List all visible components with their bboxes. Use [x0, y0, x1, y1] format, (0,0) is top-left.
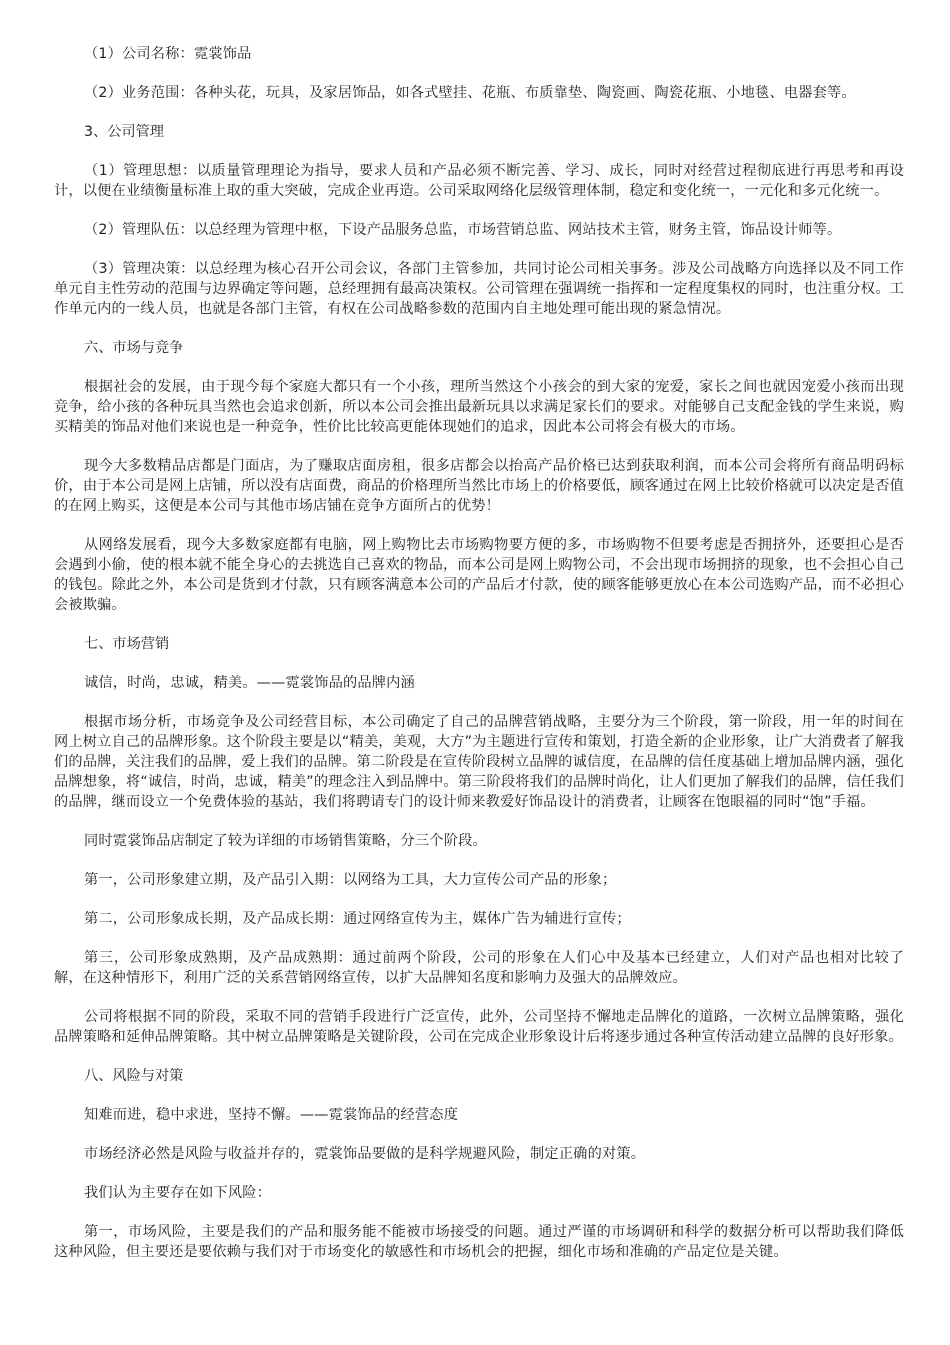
business-scope-paragraph: （2）业务范围：各种头花，玩具，及家居饰品，如各式壁挂、花瓶、布质靠垫、陶瓷画、陶瓷花瓶、小地毯、电器套等。	[84, 85, 856, 101]
stage-two-paragraph: 第二，公司形象成长期，及产品成长期：通过网络宣传为主，媒体广告为辅进行宣传；	[84, 911, 631, 927]
section-heading-market-competition: 六、市场与竞争	[84, 340, 184, 356]
branding-approach-paragraph: 公司将根据不同的阶段，采取不同的营销手段进行广泛宣传，此外，公司坚持不懈地走品牌化的道路，一次树立品牌策略，强化品牌策略和延伸品牌策略。其中树立品牌策略是关键阶段，公司在完成企业形象设计后将逐步通过各种宣传活动建立品牌的良好形象。	[54, 1009, 904, 1045]
market-paragraph-2: 现今大多数精品店都是门面店，为了赚取店面房租，很多店都会以抬高产品价格已达到获取利润，而本公司会将所有商品明码标价，由于本公司是网上店铺，所以没有店面费，商品的价格理所当然比市场上的价格要低，顾客通过在网上比较价格就可以决定是否值的在网上购买，这便是本公司与其他市场店铺在竞争方面所占的优势！	[54, 458, 904, 514]
market-risk-paragraph: 第一，市场风险，主要是我们的产品和服务能不能被市场接受的问题。通过严谨的市场调研和科学的数据分析可以帮助我们降低这种风险，但主要还是要依赖与我们对于市场变化的敏感性和市场机会的把握，细化市场和准确的产品定位是关键。	[54, 1224, 904, 1260]
management-team-paragraph: （2）管理队伍：以总经理为管理中枢，下设产品服务总监，市场营销总监、网站技术主管，财务主管，饰品设计师等。	[84, 222, 842, 238]
business-attitude-paragraph: 知难而进，稳中求进，坚持不懈。——霓裳饰品的经营态度	[84, 1107, 459, 1123]
brand-strategy-paragraph: 根据市场分析，市场竞争及公司经营目标，本公司确定了自己的品牌营销战略，主要分为三个阶段，第一阶段，用一年的时间在网上树立自己的品牌形象。这个阶段主要是以“精美，美观，大方”为主题进行宣传和策划，打造全新的企业形象，让广大消费者了解我们的品牌，关注我们的品牌，爱上我们的品牌。第二阶段是在宣传阶段树立品牌的诚信度，在品牌的信任度基础上增加品牌内涵，强化品牌想象，将“诚信，时尚，忠诚，精美”的理念注入到品牌中。第三阶段将我们的品牌时尚化，让人们更加了解我们的品牌，信任我们的品牌，继而设立一个免费体验的基站，我们将聘请专门的设计师来教爱好饰品设计的消费者，让顾客在饱眼福的同时“饱”手福。	[54, 714, 904, 810]
stage-one-paragraph: 第一，公司形象建立期，及产品引入期：以网络为工具，大力宣传公司产品的形象；	[84, 872, 617, 888]
company-name-paragraph: （1）公司名称：霓裳饰品	[84, 46, 252, 62]
sales-strategy-intro-paragraph: 同时霓裳饰品店制定了较为详细的市场销售策略，分三个阶段。	[84, 833, 487, 849]
market-paragraph-3: 从网络发展看，现今大多数家庭都有电脑，网上购物比去市场购物要方便的多，市场购物不但要考虑是否拥挤外，还要担心是否会遇到小偷，使的根本就不能全身心的去挑选自己喜欢的物品，而本公司是网上购物公司，不会出现市场拥挤的现象，也不会担心自己的钱包。除此之外，本公司是货到才付款，只有顾客满意本公司的产品后才付款，使的顾客能够更放心在本公司选购产品，而不必担心会被欺骗。	[54, 537, 904, 613]
market-paragraph-1: 根据社会的发展，由于现今每个家庭大都只有一个小孩，理所当然这个小孩会的到大家的宠爱，家长之间也就因宠爱小孩而出现竞争，给小孩的各种玩具当然也会追求创新，所以本公司会推出最新玩具以求满足家长们的要求。对能够自己支配金钱的学生来说，购买精美的饰品对他们来说也是一种竞争，性价比比较高更能体现她们的追求，因此本公司将会有极大的市场。	[54, 379, 904, 435]
risk-list-intro-paragraph: 我们认为主要存在如下风险：	[84, 1185, 272, 1201]
management-decision-paragraph: （3）管理决策：以总经理为核心召开公司会议，各部门主管参加，共同讨论公司相关事务。涉及公司战略方向选择以及不同工作单元自主性劳动的范围与边界确定等问题，总经理拥有最高决策权。公司管理在强调统一指挥和一定程度集权的同时，也注重分权。工作单元内的一线人员，也就是各部门主管，有权在公司战略参数的范围内自主地处理可能出现的紧急情况。	[54, 261, 904, 317]
risk-intro-paragraph: 市场经济必然是风险与收益并存的，霓裳饰品要做的是科学规避风险，制定正确的对策。	[84, 1146, 646, 1162]
brand-motto-paragraph: 诚信，时尚，忠诚，精美。——霓裳饰品的品牌内涵	[84, 675, 415, 691]
section-heading-company-management: 3、公司管理	[84, 124, 164, 140]
stage-three-paragraph: 第三，公司形象成熟期，及产品成熟期：通过前两个阶段，公司的形象在人们心中及基本已经建立，人们对产品也相对比较了解，在这种情形下，利用广泛的关系营销网络宣传，以扩大品牌知名度和影响力及强大的品牌效应。	[54, 950, 904, 986]
section-heading-risk-countermeasures: 八、风险与对策	[84, 1068, 184, 1084]
management-philosophy-paragraph: （1）管理思想：以质量管理理论为指导，要求人员和产品必须不断完善、学习、成长，同时对经营过程彻底进行再思考和再设计，以便在业绩衡量标准上取的重大突破，完成企业再造。公司采取网络化层级管理体制，稳定和变化统一，一元化和多元化统一。	[54, 163, 904, 199]
section-heading-marketing: 七、市场营销	[84, 636, 170, 652]
